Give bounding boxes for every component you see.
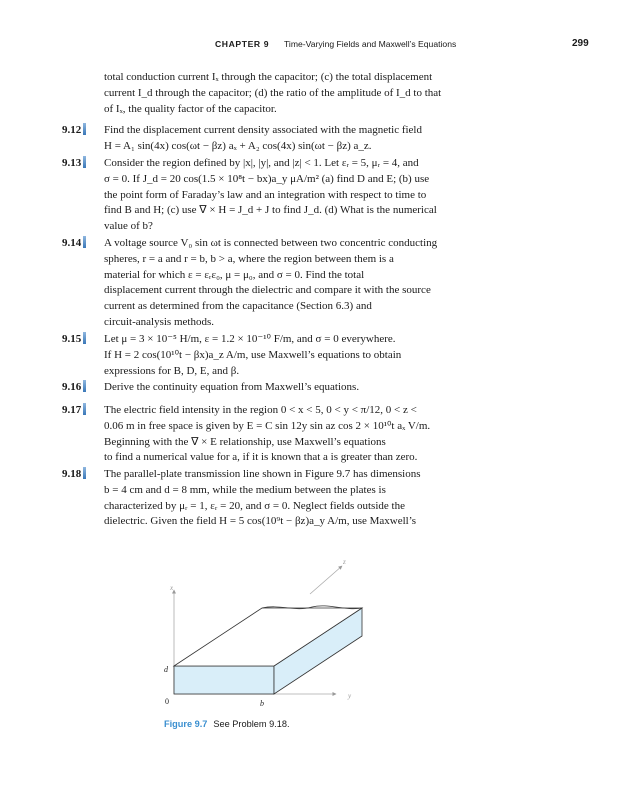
problem-9-14-text — [104, 236, 484, 331]
text-line: of Iₓ, the quality factor of the capacitor. — [104, 102, 277, 115]
problem-number-9-16: 9.16 — [62, 380, 86, 396]
problem-number-9-12: 9.12 — [62, 123, 86, 139]
text-line: to find a numerical value for a, if it is known that a is greater than zero. — [104, 451, 418, 464]
text-line: Let μ = 3 × 10⁻⁵ H/m, ε = 1.2 × 10⁻¹⁰ F/m, and σ = 0 everywhere. — [104, 333, 396, 345]
figure-caption-text: See Problem 9.18. — [213, 719, 290, 729]
problem-9-12-text — [104, 123, 484, 155]
text-line: If H = 2 cos(10¹⁰t − βx)a_z A/m, use Maxwell’s equations to obtain — [104, 348, 402, 361]
y-axis-label: y — [348, 692, 352, 700]
problem-9-13-text — [104, 156, 484, 235]
running-header — [0, 37, 627, 53]
text-line: the point form of Faraday’s law and an integration with respect to time to — [104, 188, 427, 201]
problem-marker-icon — [83, 467, 86, 479]
problem-number-9-14: 9.14 — [62, 236, 86, 252]
problem-number-9-15: 9.15 — [62, 332, 86, 348]
problem-9-15-text — [104, 332, 484, 379]
text-line: characterized by μᵣ = 1, εᵣ = 20, and σ = 0. Neglect fields outside the — [104, 499, 405, 512]
text-line: material for which ε = εᵣε₀, μ = μ₀, and σ = 0. Find the total — [104, 268, 365, 281]
page-number: 299 — [572, 38, 589, 49]
problem-9-17-text — [104, 403, 484, 466]
origin-label: 0 — [165, 697, 169, 706]
problem-marker-icon — [83, 156, 86, 168]
problem-number-9-17: 9.17 — [62, 403, 86, 419]
text-line: find B and H; (c) use ∇ × H = J_d + J to find J_d. (d) What is the numerical — [104, 204, 437, 217]
figure-label: Figure 9.7 — [164, 719, 208, 729]
figure-9-7 — [150, 560, 370, 712]
problem-9-16-text — [104, 380, 484, 396]
text-line: spheres, r = a and r = b, b > a, where the region between them is a — [104, 252, 394, 265]
text-line: value of b? — [104, 220, 153, 233]
dimension-b-label: b — [260, 699, 264, 708]
text-line: The electric field intensity in the region 0 < x < 5, 0 < y < π/12, 0 < z < — [104, 404, 417, 416]
text-line: b = 4 cm and d = 8 mm, while the medium between the plates is — [104, 483, 386, 496]
continuation-paragraph — [104, 70, 484, 117]
figure-caption — [164, 719, 290, 729]
text-line: total conduction current Iₓ through the capacitor; (c) the total displacement — [104, 71, 433, 83]
text-line: σ = 0. If J_d = 20 cos(1.5 × 10⁸t − bx)a_y μA/m² (a) find D and E; (b) use — [104, 172, 430, 185]
z-axis — [310, 566, 342, 594]
slab-front-face — [174, 666, 274, 694]
dimension-d-label: d — [164, 665, 168, 674]
problem-9-18-text — [104, 467, 484, 530]
problem-marker-icon — [83, 403, 86, 415]
text-line: 0.06 m in free space is given by E = C sin 12y sin az cos 2 × 10¹⁰t aₓ V/m. — [104, 419, 431, 432]
z-axis-label: z — [343, 560, 346, 566]
x-axis-label: x — [170, 584, 174, 592]
text-line: current as determined from the capacitance (Section 6.3) and — [104, 300, 372, 313]
problem-number-9-13: 9.13 — [62, 156, 86, 172]
problem-marker-icon — [83, 123, 86, 135]
text-line: Find the displacement current density associated with the magnetic field — [104, 124, 422, 136]
chapter-label: CHAPTER 9 — [215, 39, 270, 49]
text-line: expressions for B, D, E, and β. — [104, 364, 240, 377]
text-line: circuit-analysis methods. — [104, 315, 214, 328]
text-line: Consider the region defined by |x|, |y|, and |z| < 1. Let εᵣ = 5, μᵣ = 4, and — [104, 157, 419, 169]
text-line: The parallel-plate transmission line shown in Figure 9.7 has dimensions — [104, 468, 421, 480]
text-line: Derive the continuity equation from Maxwell’s equations. — [104, 381, 360, 393]
problem-marker-icon — [83, 380, 86, 392]
text-line: A voltage source V₀ sin ωt is connected between two concentric conducting — [104, 237, 438, 249]
problem-number-9-18: 9.18 — [62, 467, 86, 483]
text-line: current I_d through the capacitor; (d) the ratio of the amplitude of I_d to that — [104, 86, 442, 99]
chapter-title: Time-Varying Fields and Maxwell’s Equations — [284, 39, 457, 49]
text-line: dielectric. Given the field H = 5 cos(10⁹t − βz)a_y A/m, use Maxwell’s — [104, 515, 417, 528]
text-line: H = A₁ sin(4x) cos(ωt − βz) aₓ + A₂ cos(4x) sin(ωt − βz) a_z. — [104, 139, 372, 152]
text-line: displacement current through the dielectric and compare it with the source — [104, 284, 431, 297]
problem-marker-icon — [83, 236, 86, 248]
text-line: Beginning with the ∇ × E relationship, use Maxwell’s equations — [104, 435, 386, 448]
problem-marker-icon — [83, 332, 86, 344]
